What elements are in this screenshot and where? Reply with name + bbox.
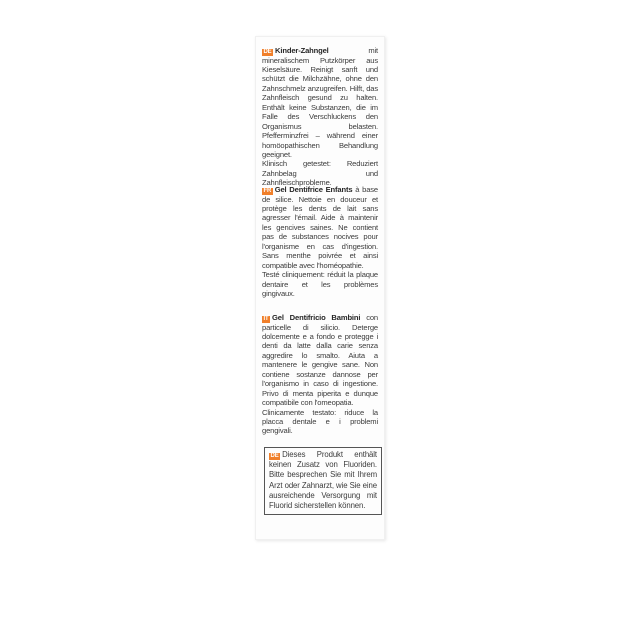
french-description-text: à base de silice. Nettoie en douceur et protège les dents de lait sans agresser l'émail. Aide à maintenir les gencives saines. Ne contient pas de substances nocives pour l'organisme en cas d'ingestion. Sans menthe poivrée et ainsi compatible avec l'homéopathie. — [262, 185, 378, 270]
italian-description — [262, 313, 378, 436]
german-clinical-claim: Klinisch getestet: Reduziert Zahnbelag und Zahnfleischprobleme. — [262, 159, 378, 188]
french-description — [262, 185, 378, 298]
fluoride-notice-box — [264, 447, 382, 515]
language-badge-de: DE — [263, 48, 272, 55]
italian-description-text: con particelle di silicio. Deterge dolcemente e a fondo e protegge i denti da latte dalla carie senza aggredire lo smalto. Aiuta a mantenere le gengive sane. Non contiene sostanze dannose per l'organismo in caso di ingestione. Privo di menta piperita e dunque compatibile con l'omeopatia. — [262, 313, 378, 408]
french-clinical-claim: Testé cliniquement: réduit la plaque dentaire et les problèmes gingivaux. — [262, 270, 378, 299]
italian-product-name: Gel Dentifricio Bambini — [272, 313, 361, 322]
language-badge-it: IT — [263, 315, 269, 322]
german-product-name: Kinder-Zahngel — [275, 46, 329, 55]
fluoride-notice-text: Dieses Produkt enthält keinen Zusatz von Fluoriden. Bitte besprechen Sie mit Ihrem Arzt oder Zahnarzt, wie Sie eine ausreichende Versorgung mit Fluorid sicherstellen können. — [269, 450, 377, 511]
language-badge-fr: FR — [263, 187, 272, 194]
german-description — [262, 46, 378, 188]
language-badge-de-notice: DE — [270, 452, 279, 459]
french-product-name: Gel Dentifrice Enfants — [274, 185, 353, 194]
german-description-text: mit mineralischem Putzkörper aus Kieselsäure. Reinigt sanft und schützt die Milchzähne, ohne den Zahnschmelz anzugreifen. Hilft, das Zahnfleisch gesund zu halten. Enthält keine Substanzen, die im Falle des Verschluckens den Organismus belasten. Pfefferminzfrei – während einer homöopathischen Behandlung geeignet. — [262, 46, 378, 160]
italian-clinical-claim: Clinicamente testato: riduce la placca dentale e i problemi gengivali. — [262, 407, 378, 436]
